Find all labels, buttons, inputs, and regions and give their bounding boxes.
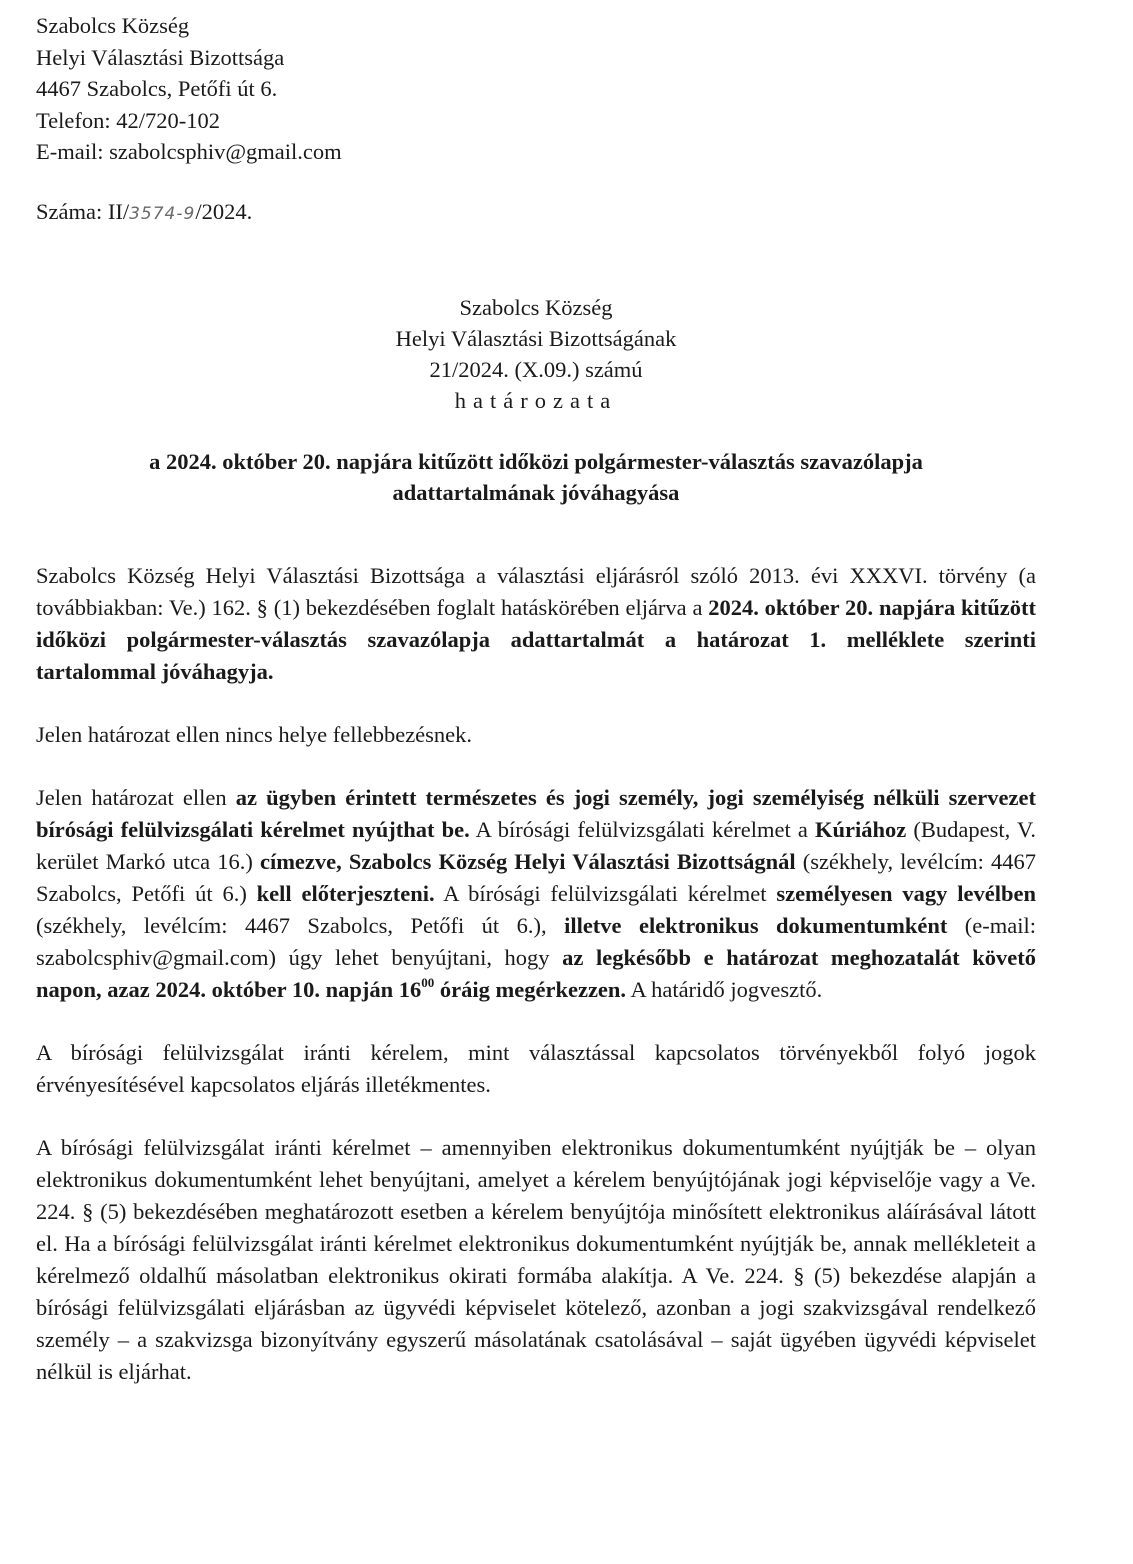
p3-bold-8: óráig megérkezzen.	[434, 976, 627, 1002]
paragraph-review-request	[36, 782, 1036, 1006]
p3-bold-7: az legkésőbb e határozat meghozatalát követő napon, azaz 2024. október 10. napján 16	[36, 944, 1036, 1002]
document-page	[36, 10, 1036, 1388]
reference-number	[36, 196, 1036, 230]
sender-phone: Telefon: 42/720-102	[36, 107, 221, 133]
heading-line-3: 21/2024. (X.09.) számú	[429, 356, 643, 382]
paragraph-decision	[36, 560, 1036, 688]
resolution-heading	[36, 292, 1036, 416]
p3-superscript: 00	[421, 975, 435, 990]
p3-bold-1: az ügyben érintett természetes és jogi személy, jogi személyiség nélküli szervezet bírósági felülvizsgálati kérelmet nyújthat be.	[36, 784, 1036, 842]
p3-text-3: (Budapest, V. kerület Markó utca 16.)	[36, 816, 1036, 874]
p1-text-1: Szabolcs Község Helyi Választási Bizottsága a választási eljárásról szóló 2013. évi XXXVI. törvény (a továbbiakban: Ve.) 162. § (1) bekezdésében foglalt hatáskörében eljárva a	[36, 562, 1036, 620]
p3-text-8: A határidő jogvesztő.	[626, 976, 823, 1002]
heading-line-4: határozata	[454, 387, 618, 413]
paragraph-no-appeal: Jelen határozat ellen nincs helye fellebbezésnek.	[36, 721, 473, 747]
sender-email: E-mail: szabolcsphiv@gmail.com	[36, 139, 342, 164]
p3-bold-5: személyesen vagy levélben	[776, 880, 1036, 906]
sender-block	[36, 10, 1036, 168]
p3-text-1: Jelen határozat ellen	[36, 784, 236, 810]
p3-text-5: A bírósági felülvizsgálati kérelmet	[434, 880, 777, 906]
p3-text-4: (székhely, levélcím: 4467 Szabolcs, Petőfi út 6.)	[36, 848, 1036, 906]
p3-text-2: A bírósági felülvizsgálati kérelmet a	[469, 816, 816, 842]
p3-bold-6: illetve elektronikus dokumentumként	[564, 912, 948, 938]
p3-bold-4: kell előterjeszteni.	[256, 880, 435, 906]
paragraph-fee-exempt: A bírósági felülvizsgálat iránti kérelem, mint választással kapcsolatos törvényekből folyó jogok érvényesítésével kapcsolatos eljárás illetékmentes.	[36, 1039, 1036, 1097]
heading-line-1: Szabolcs Község	[459, 294, 613, 320]
reference-label: Száma: II/	[36, 198, 130, 224]
p3-bold-2: Kúriához	[815, 816, 907, 842]
resolution-subject: a 2024. október 20. napjára kitűzött időközi polgármester-választás szavazólapja adattartalmának jóváhagyása	[149, 448, 923, 505]
heading-line-2: Helyi Választási Bizottságának	[395, 325, 677, 351]
sender-committee: Helyi Választási Bizottsága	[36, 44, 285, 70]
p1-bold-1: 2024. október 20. napjára kitűzött időközi polgármester-választás szavazólapja adattartalmát a határozat 1. melléklete szerinti tartalommal jóváhagyja.	[36, 594, 1037, 684]
sender-name: Szabolcs Község	[36, 13, 190, 38]
paragraph-electronic-submission: A bírósági felülvizsgálat iránti kérelmet – amennyiben elektronikus dokumentumként nyújtják be – olyan elektronikus dokumentumként lehet benyújtani, amelyet a kérelem benyújtójának jogi képviselője vagy a Ve. 224. § (5) bekezdésében meghatározott esetben a kérelem benyújtója minősített elektronikus aláírásával látott el. Ha a bírósági felülvizsgálat iránti kérelmet elektronikus dokumentumként nyújtják be, annak mellékleteit a kérelmező oldalhű másolatban elektronikus okirati formába alakítja. A Ve. 224. § (5) bekezdése alapján a bírósági felülvizsgálati eljárásban az ügyvédi képviselet kötelező, azonban a jogi szakvizsgával rendelkező személy – a szakvizsga bizonyítvány egyszerű másolatának csatolásával – saját ügyében ügyvédi képviselet nélkül is eljárhat.	[36, 1134, 1036, 1384]
p3-text-6: (székhely, levélcím: 4467 Szabolcs, Petőfi út 6.),	[36, 912, 565, 938]
p3-bold-3: címezve, Szabolcs Község Helyi Választási Bizottságnál	[259, 848, 796, 874]
p3-text-7: (e-mail: szabolcsphiv@gmail.com) úgy lehet benyújtani, hogy	[36, 912, 1036, 970]
sender-address: 4467 Szabolcs, Petőfi út 6.	[36, 76, 278, 101]
handwritten-number: 3574-9	[129, 203, 196, 224]
reference-suffix: /2024.	[195, 198, 253, 224]
